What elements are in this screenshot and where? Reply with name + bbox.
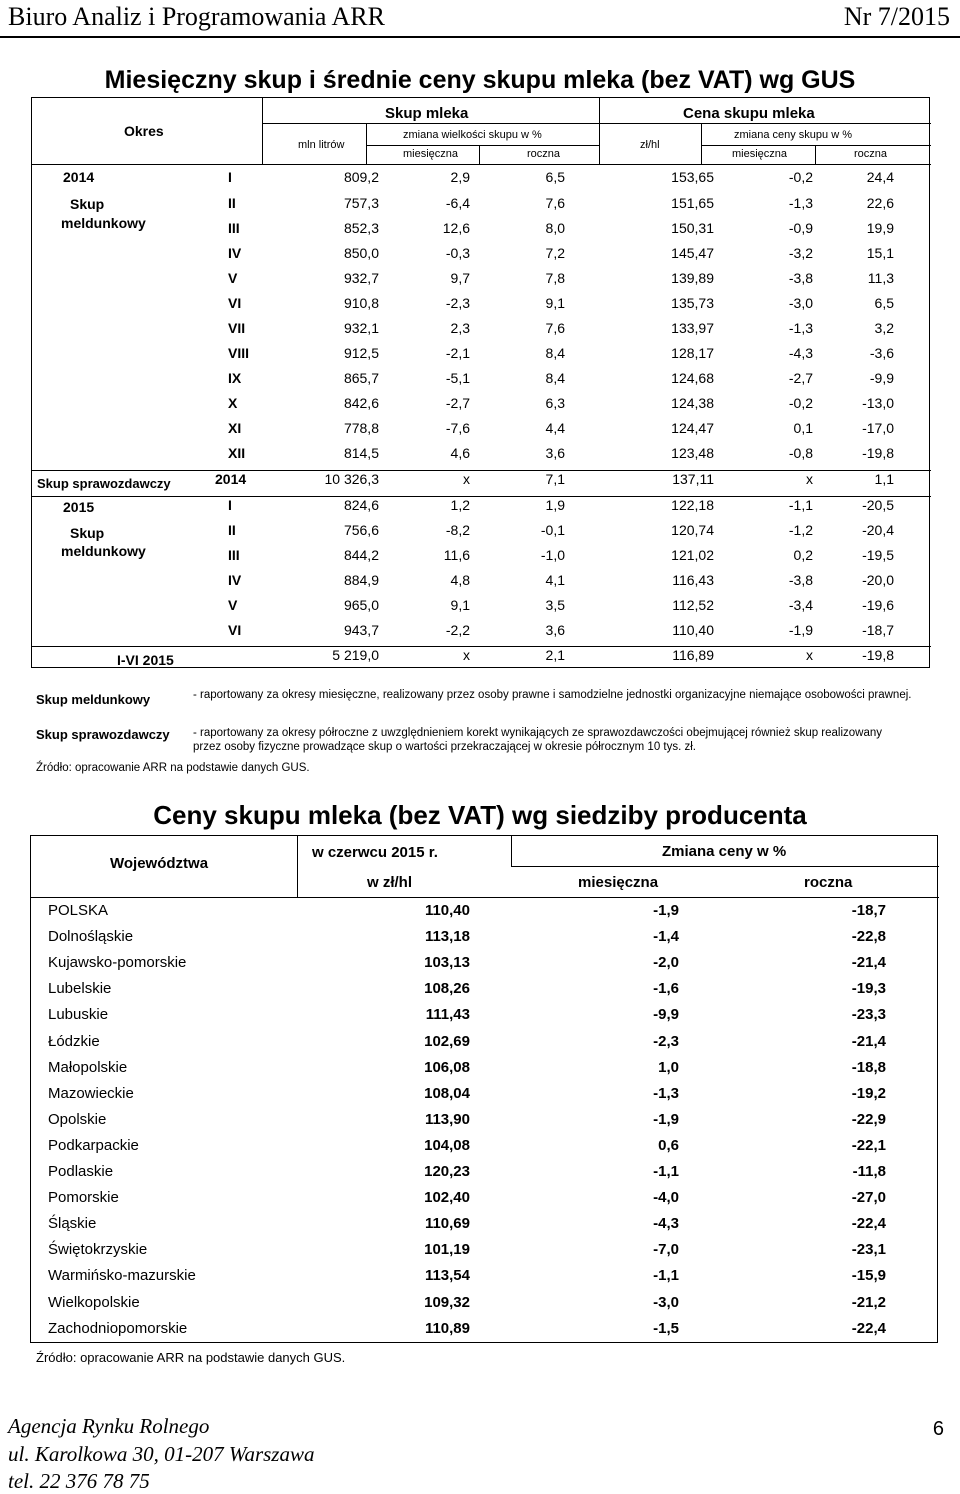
row-year-label: 2014 — [215, 471, 247, 487]
table-cell: 108,04 — [424, 1084, 470, 1102]
table-cell: -1,5 — [653, 1319, 679, 1337]
table-cell: -1,9 — [788, 622, 813, 638]
table-cell: 965,0 — [343, 597, 379, 613]
region-name: Łódzkie — [48, 1032, 100, 1050]
table-cell: 0,2 — [793, 547, 813, 563]
label-meldunkowy-2015: meldunkowy — [61, 543, 146, 559]
grid-line — [32, 164, 931, 165]
table-cell: -11,8 — [852, 1163, 886, 1180]
region-name: Wielkopolskie — [48, 1293, 140, 1311]
table-cell: 3,2 — [874, 320, 894, 336]
row-month-label: XII — [228, 445, 246, 461]
table-cell: 124,68 — [671, 370, 714, 386]
table-cell: -0,1 — [540, 522, 565, 538]
table-cell: -2,0 — [653, 954, 679, 972]
row-month-label: IX — [228, 370, 242, 386]
note-text-meldunkowy: - raportowany za okresy miesięczne, realizowany przez osoby prawne i samodzielne jednostki organizacyjne niemające osobowości prawnej. — [193, 689, 912, 701]
table-cell: -21,2 — [851, 1293, 886, 1311]
table-cell: 110,89 — [424, 1319, 470, 1337]
table-cell: 865,7 — [343, 370, 379, 386]
note-text-sprawozdawczy: - raportowany za okresy półroczne z uwzględnieniem korekt wynikających ze sprawozdawczości obejmującej również skup realizowany przez osoby fizyczne prowadzące skup o wartości przekraczającej w okresie półrocznym 10 tys. zł. — [193, 727, 883, 753]
table-cell: x — [463, 647, 470, 663]
header-miesieczna-2: miesięczna — [732, 148, 788, 160]
header-issue: Nr 7/2015 — [843, 2, 950, 31]
table-cell: -1,3 — [788, 195, 813, 211]
table-cell: 102,69 — [424, 1032, 470, 1050]
table-cell: 113,90 — [424, 1110, 470, 1128]
header-zl-hl: zł/hl — [640, 139, 660, 151]
row-month-label: VI — [228, 295, 242, 311]
header-publisher: Biuro Analiz i Programowania ARR — [8, 2, 385, 31]
table-cell: 7,2 — [545, 245, 565, 261]
table-cell: -1,1 — [788, 497, 813, 513]
header-roczna: roczna — [804, 874, 853, 891]
table-cell: 109,32 — [424, 1293, 470, 1311]
table-cell: 120,74 — [671, 522, 714, 538]
table-cell: -6,4 — [445, 195, 470, 211]
table-cell: 7,1 — [545, 471, 565, 487]
table-cell: -7,0 — [653, 1241, 679, 1259]
table-cell: -20,0 — [862, 572, 894, 588]
table-cell: -2,7 — [788, 370, 813, 386]
table-cell: 910,8 — [343, 295, 379, 311]
table-cell: 153,65 — [671, 169, 714, 185]
grid-line — [599, 98, 600, 164]
table-cell: 121,02 — [671, 547, 714, 563]
table-cell: -3,8 — [788, 572, 813, 588]
row-month-label: II — [228, 522, 236, 538]
region-name: Lubuskie — [48, 1006, 109, 1024]
table-cell: -2,2 — [445, 622, 470, 638]
table-cell: -5,1 — [445, 370, 470, 386]
footer-org: Agencja Rynku Rolnego — [8, 1414, 210, 1438]
table-cell: -18,8 — [851, 1058, 886, 1076]
table-cell: -3,0 — [788, 295, 813, 311]
table-cell: -9,9 — [869, 370, 894, 386]
region-name: Śląskie — [48, 1215, 97, 1233]
grid-line — [701, 123, 702, 164]
table-cell: -23,3 — [851, 1006, 886, 1024]
header-zmiana-ceny: Zmiana ceny w % — [662, 843, 787, 860]
region-name: Podlaskie — [48, 1163, 114, 1180]
table-cell: 884,9 — [343, 572, 379, 588]
header-zmiana-wielkosci: zmiana wielkości skupu w % — [403, 129, 542, 141]
table-cell: 757,3 — [343, 195, 379, 211]
table-cell: 106,08 — [424, 1058, 470, 1076]
grid-line — [366, 145, 599, 146]
region-name: Świętokrzyskie — [48, 1241, 148, 1259]
table-cell: -19,6 — [862, 597, 894, 613]
table-cell: -2,3 — [653, 1032, 679, 1050]
table-cell: 10 326,3 — [324, 471, 379, 487]
table-cell: 2,9 — [450, 169, 470, 185]
table-cell: 113,18 — [424, 928, 470, 946]
row-month-label: I — [228, 169, 232, 185]
table-cell: -1,1 — [653, 1163, 679, 1180]
label-i-vi-2015: I-VI 2015 — [117, 652, 174, 668]
table-cell: 0,1 — [793, 420, 813, 436]
table-cell: 8,4 — [545, 345, 565, 361]
table-cell: 112,52 — [672, 597, 714, 613]
table-cell: x — [806, 647, 813, 663]
table-cell: 122,18 — [671, 497, 714, 513]
grid-line — [262, 123, 931, 124]
label-skup-2015: Skup — [70, 525, 105, 541]
row-month-label: IV — [228, 572, 242, 588]
table-cell: 9,1 — [450, 597, 470, 613]
table-cell: 3,6 — [545, 622, 565, 638]
table-cell: -1,9 — [653, 902, 679, 919]
table-cell: 2,1 — [545, 647, 565, 663]
note-label-meldunkowy: Skup meldunkowy — [36, 692, 151, 707]
row-month-label: V — [228, 597, 238, 613]
table-cell: 6,3 — [545, 395, 565, 411]
regional-price-table — [30, 835, 938, 1343]
table-cell: 778,8 — [343, 420, 379, 436]
grid-line — [815, 145, 816, 164]
table-cell: 11,3 — [867, 270, 894, 286]
table-cell: -4,0 — [653, 1189, 679, 1207]
table-cell: -18,7 — [862, 622, 894, 638]
region-name: Dolnośląskie — [48, 928, 134, 946]
table-cell: -2,7 — [445, 395, 470, 411]
table-cell: 2,3 — [450, 320, 470, 336]
table-cell: 8,0 — [545, 220, 565, 236]
table-cell: -3,2 — [788, 245, 813, 261]
row-month-label: X — [228, 395, 238, 411]
table-cell: 932,1 — [343, 320, 379, 336]
row-month-label: III — [228, 547, 240, 563]
table-cell: 137,11 — [672, 471, 714, 487]
table-cell: -22,4 — [851, 1215, 886, 1233]
table-cell: -18,7 — [851, 902, 886, 919]
header-cena-skupu: Cena skupu mleka — [683, 105, 815, 122]
table-cell: -4,3 — [653, 1215, 679, 1233]
table-cell: 824,6 — [343, 497, 379, 513]
header-mln-litrow: mln litrów — [298, 139, 345, 151]
grid-line — [31, 897, 939, 898]
row-month-label: V — [228, 270, 238, 286]
table-cell: -0,9 — [788, 220, 813, 236]
grid-line — [32, 646, 931, 647]
grid-line — [366, 123, 367, 164]
table-cell: 9,1 — [545, 295, 565, 311]
row-month-label: II — [228, 195, 236, 211]
table-cell: 1,1 — [874, 471, 894, 487]
label-skup-sprawozdawczy: Skup sprawozdawczy — [37, 476, 171, 491]
region-name: POLSKA — [48, 902, 109, 919]
table-cell: 850,0 — [343, 245, 379, 261]
table-cell: -21,4 — [851, 1032, 886, 1050]
page-number: 6 — [932, 1418, 944, 1440]
table-cell: 809,2 — [343, 169, 379, 185]
table-cell: 1,0 — [658, 1058, 679, 1076]
table-cell: -17,0 — [862, 420, 894, 436]
table-cell: 1,9 — [545, 497, 565, 513]
table-cell: 852,3 — [343, 220, 379, 236]
table-cell: 1,2 — [450, 497, 470, 513]
header-w-czerwcu: w czerwcu 2015 r. — [312, 844, 438, 861]
table-cell: -1,0 — [540, 547, 565, 563]
table-cell: 7,6 — [545, 195, 565, 211]
note-label-sprawozdawczy: Skup sprawozdawczy — [36, 727, 170, 742]
table-cell: -21,4 — [851, 954, 886, 972]
grid-line — [479, 145, 480, 164]
table-cell: -2,1 — [445, 345, 470, 361]
table2-source: Źródło: opracowanie ARR na podstawie danych GUS. — [36, 1350, 346, 1365]
region-name: Lubelskie — [48, 980, 112, 998]
table-cell: 842,6 — [343, 395, 379, 411]
row-month-label: IV — [228, 245, 242, 261]
table1-title: Miesięczny skup i średnie ceny skupu mleka (bez VAT) wg GUS — [104, 66, 856, 94]
table-cell: 108,26 — [424, 980, 470, 998]
table-cell: 123,48 — [671, 445, 714, 461]
table-cell: 4,1 — [545, 572, 565, 588]
table-cell: -22,9 — [851, 1110, 886, 1128]
grid-line — [32, 470, 931, 471]
table-cell: -20,4 — [862, 522, 894, 538]
table-cell: 128,17 — [671, 345, 714, 361]
table-cell: 135,73 — [671, 295, 714, 311]
table-cell: 7,6 — [545, 320, 565, 336]
region-name: Opolskie — [48, 1110, 107, 1128]
table-cell: 139,89 — [671, 270, 714, 286]
table-cell: 756,6 — [343, 522, 379, 538]
table-cell: 150,31 — [671, 220, 714, 236]
table-cell: 4,6 — [450, 445, 470, 461]
region-name: Zachodniopomorskie — [48, 1319, 188, 1337]
table-cell: 0,6 — [658, 1136, 679, 1154]
milk-purchase-table — [31, 97, 930, 668]
table-cell: -20,5 — [862, 497, 894, 513]
table-cell: 145,47 — [671, 245, 714, 261]
region-name: Pomorskie — [48, 1189, 119, 1207]
page-header — [0, 0, 960, 38]
table-cell: 7,8 — [545, 270, 565, 286]
footer-address: ul. Karolkowa 30, 01-207 Warszawa — [8, 1442, 315, 1466]
table-cell: -19,8 — [862, 445, 894, 461]
label-2014: 2014 — [63, 169, 95, 185]
table-cell: -27,0 — [851, 1189, 886, 1207]
table-cell: 12,6 — [442, 220, 470, 236]
label-2015: 2015 — [63, 499, 95, 515]
header-skup-mleka: Skup mleka — [385, 105, 469, 122]
region-name: Warmińsko-mazurskie — [48, 1267, 196, 1285]
table-cell: -1,3 — [788, 320, 813, 336]
table-cell: -1,6 — [653, 980, 679, 998]
table-cell: 110,40 — [672, 622, 714, 638]
header-roczna-1: roczna — [527, 148, 561, 160]
table-cell: 116,43 — [672, 572, 714, 588]
table-cell: -22,4 — [851, 1319, 886, 1337]
table-cell: 19,9 — [866, 220, 894, 236]
table-cell: x — [806, 471, 813, 487]
table-cell: -1,2 — [788, 522, 813, 538]
region-name: Podkarpackie — [48, 1136, 139, 1154]
table-cell: -0,2 — [788, 169, 813, 185]
table-cell: 103,13 — [424, 954, 470, 972]
table-cell: -0,2 — [788, 395, 813, 411]
table-cell: -4,3 — [788, 345, 813, 361]
table-cell: 943,7 — [343, 622, 379, 638]
table-cell: -23,1 — [851, 1241, 886, 1259]
table-cell: -0,3 — [445, 245, 470, 261]
table-cell: -3,6 — [869, 345, 894, 361]
table-cell: -1,1 — [653, 1267, 679, 1285]
region-name: Małopolskie — [48, 1058, 128, 1076]
table2-title: Ceny skupu mleka (bez VAT) wg siedziby producenta — [153, 800, 807, 830]
table-cell: -9,9 — [653, 1006, 679, 1024]
table-cell: 120,23 — [424, 1163, 470, 1180]
table-cell: 151,65 — [671, 195, 714, 211]
table-cell: 116,89 — [672, 647, 714, 663]
grid-line — [262, 98, 263, 164]
table-cell: 104,08 — [424, 1136, 470, 1154]
table-cell: x — [463, 471, 470, 487]
table-cell: -13,0 — [862, 395, 894, 411]
table-cell: -8,2 — [445, 522, 470, 538]
table-cell: 3,6 — [545, 445, 565, 461]
table-cell: 912,5 — [343, 345, 379, 361]
table-cell: -1,3 — [653, 1084, 679, 1102]
region-name: Mazowieckie — [48, 1084, 134, 1102]
table-cell: 5 219,0 — [332, 647, 379, 663]
table-cell: 113,54 — [424, 1267, 470, 1285]
table-cell: 932,7 — [343, 270, 379, 286]
table-cell: 6,5 — [545, 169, 565, 185]
table-cell: -7,6 — [445, 420, 470, 436]
table-cell: 110,69 — [424, 1215, 470, 1233]
table-cell: -0,8 — [788, 445, 813, 461]
row-month-label: I — [228, 497, 232, 513]
table-cell: -22,1 — [851, 1136, 886, 1154]
footer-phone: tel. 22 376 78 75 — [8, 1469, 150, 1493]
header-okres: Okres — [124, 123, 164, 139]
table-cell: -19,8 — [862, 647, 894, 663]
label-meldunkowy: meldunkowy — [61, 215, 146, 231]
table-cell: 8,4 — [545, 370, 565, 386]
region-name: Kujawsko-pomorskie — [48, 954, 187, 972]
table-cell: -22,8 — [851, 928, 886, 946]
table-cell: 844,2 — [343, 547, 379, 563]
table-cell: 11,6 — [443, 547, 470, 563]
header-w-zl-hl: w zł/hl — [367, 874, 412, 891]
table-cell: -1,4 — [653, 928, 679, 946]
header-miesieczna: miesięczna — [578, 874, 659, 891]
table-cell: 124,47 — [671, 420, 714, 436]
table-cell: 24,4 — [866, 169, 894, 185]
table-cell: 4,4 — [545, 420, 565, 436]
table-cell: 133,97 — [671, 320, 714, 336]
table-cell: 4,8 — [450, 572, 470, 588]
header-miesieczna-1: miesięczna — [403, 148, 459, 160]
header-zmiana-ceny: zmiana ceny skupu w % — [734, 129, 852, 141]
grid-line — [511, 836, 512, 866]
table-cell: -19,2 — [851, 1084, 886, 1102]
table-cell: -3,0 — [653, 1293, 679, 1311]
table1-source: Źródło: opracowanie ARR na podstawie danych GUS. — [36, 762, 310, 774]
row-month-label: XI — [228, 420, 242, 436]
table-cell: -1,9 — [653, 1110, 679, 1128]
table-cell: 9,7 — [450, 270, 470, 286]
row-month-label: VIII — [228, 345, 250, 361]
table-cell: 814,5 — [343, 445, 379, 461]
label-skup: Skup — [70, 196, 105, 212]
row-month-label: III — [228, 220, 240, 236]
header-wojewodztwa: Województwa — [110, 855, 209, 872]
table-cell: 101,19 — [424, 1241, 470, 1259]
table-cell: -19,5 — [862, 547, 894, 563]
grid-line — [701, 145, 931, 146]
row-month-label: VII — [228, 320, 246, 336]
grid-line — [297, 836, 298, 897]
table-cell: 15,1 — [866, 245, 894, 261]
grid-line — [511, 866, 939, 867]
table-cell: -15,9 — [851, 1267, 886, 1285]
table-cell: 3,5 — [545, 597, 565, 613]
table-cell: 111,43 — [425, 1006, 470, 1024]
table-cell: -2,3 — [445, 295, 470, 311]
table-cell: -3,8 — [788, 270, 813, 286]
table-cell: 102,40 — [424, 1189, 470, 1207]
header-roczna-2: roczna — [854, 148, 888, 160]
table-cell: -19,3 — [851, 980, 886, 998]
table-cell: 124,38 — [671, 395, 714, 411]
table-cell: -3,4 — [788, 597, 813, 613]
table-cell: 6,5 — [874, 295, 894, 311]
table-cell: 110,40 — [424, 902, 470, 919]
row-month-label: VI — [228, 622, 242, 638]
table-cell: 22,6 — [866, 195, 894, 211]
